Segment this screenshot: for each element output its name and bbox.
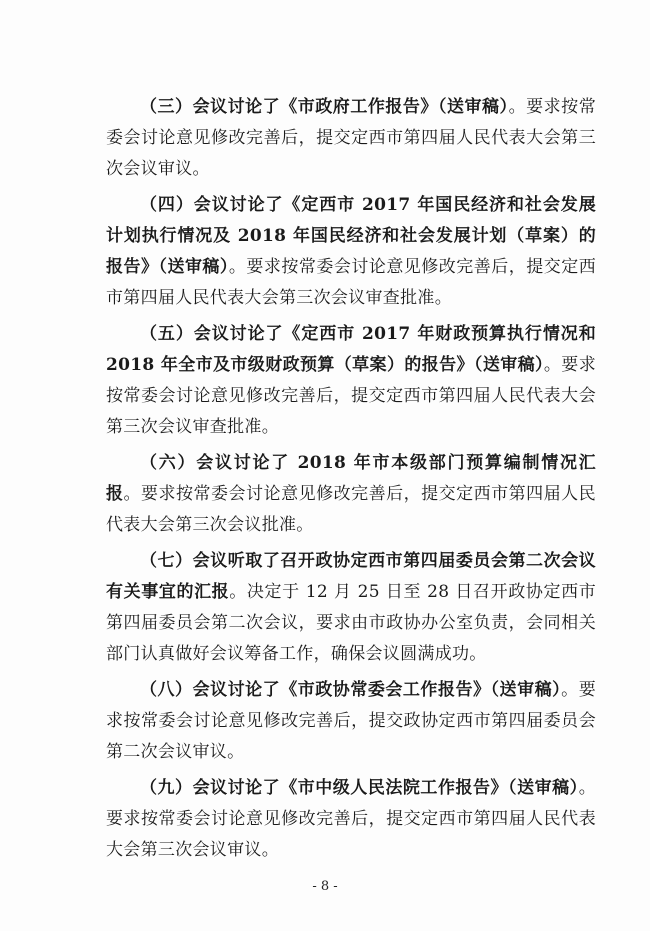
paragraph-7 [106, 546, 596, 670]
paragraph-4 [106, 190, 596, 314]
paragraph-text: 。要求按常委会讨论意见修改完善后，提交定西市第四届人民代表大会第三次会议审议。 [106, 778, 596, 860]
paragraph-heading: （九）会议讨论了《市中级人民法院工作报告》（送审稿） [140, 778, 579, 798]
paragraph-5 [106, 319, 596, 443]
paragraph-text: 。要求按常委会讨论意见修改完善后，提交定西市第四届人民代表大会第三次会议审议。 [106, 97, 596, 179]
paragraph-text: 。决定于 12 月 25 日至 28 日召开政协定西市第四届委员会第二次会议，要求由市政协办公室负责，会同相关部门认真做好会议筹备工作，确保会议圆满成功。 [106, 582, 596, 664]
page-number: - 8 - [312, 879, 338, 894]
paragraph-heading: （五）会议讨论了《定西市 2017 年财政预算执行情况和 2018 年全市及市级财政预算（草案）的报告》（送审稿） [106, 324, 596, 375]
paragraph-text: 。要求按常委会讨论意见修改完善后，提交定西市第四届人民代表大会第三次会议审查批准。 [106, 355, 596, 437]
paragraph-heading: （六）会议讨论了 2018 年市本级部门预算编制情况汇报 [106, 453, 596, 504]
paragraph-heading: （八）会议讨论了《市政协常委会工作报告》（送审稿） [140, 680, 562, 700]
paragraph-heading: （四）会议讨论了《定西市 2017 年国民经济和社会发展计划执行情况及 2018 年国民经济和社会发展计划（草案）的报告》（送审稿） [106, 195, 596, 277]
paragraph-text: 。要求按常委会讨论意见修改完善后，提交政协定西市第四届委员会第二次会议审议。 [106, 680, 596, 762]
document-body [106, 92, 596, 871]
paragraph-heading: （七）会议听取了召开政协定西市第四届委员会第二次会议有关事宜的汇报 [106, 551, 596, 602]
paragraph-6 [106, 448, 596, 541]
paragraph-9 [106, 773, 596, 866]
paragraph-8 [106, 675, 596, 768]
paragraph-text: 。要求按常委会讨论意见修改完善后，提交定西市第四届人民代表大会第三次会议批准。 [106, 484, 596, 535]
paragraph-3 [106, 92, 596, 185]
paragraph-heading: （三）会议讨论了《市政府工作报告》（送审稿） [140, 97, 509, 117]
paragraph-text: 。要求按常委会讨论意见修改完善后，提交定西市第四届人民代表大会第三次会议审查批准。 [106, 257, 596, 308]
